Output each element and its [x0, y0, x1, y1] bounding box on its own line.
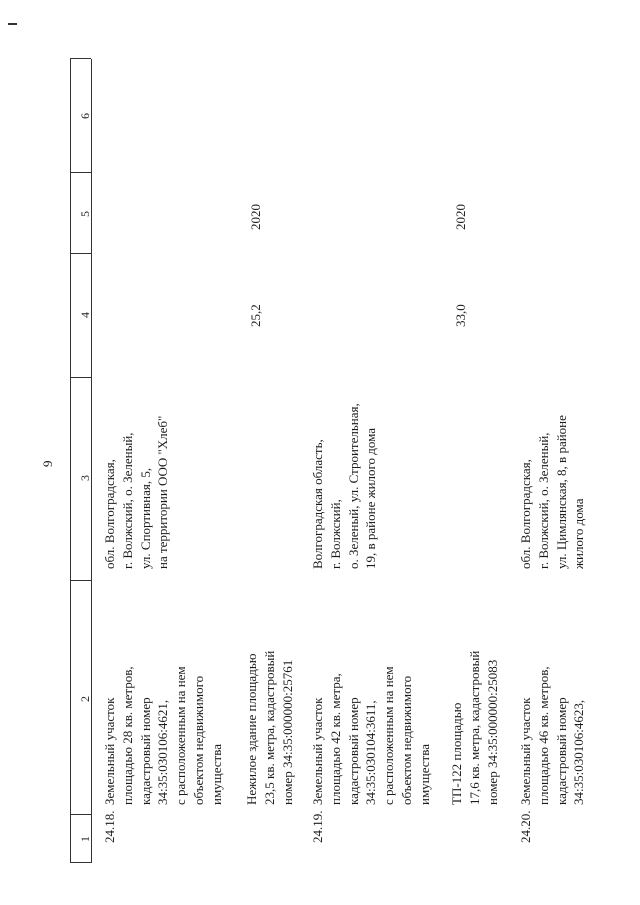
address-line: ул. Спортивная, 5,: [137, 467, 153, 569]
page-number: 9: [40, 460, 55, 467]
col-divider: [70, 253, 91, 254]
address-line: г. Волжский,: [327, 499, 343, 569]
row-number: 24.18.: [102, 810, 117, 843]
desc-line: 34:35:030106:4623,: [571, 699, 587, 805]
header-col-3: 3: [78, 475, 92, 481]
col-divider: [70, 580, 91, 581]
col-divider: [70, 172, 91, 173]
desc-line: объектом недвижимого: [398, 675, 414, 805]
col-divider: [70, 377, 91, 378]
address-line: обл. Волгоградская,: [518, 459, 533, 569]
desc-line: кадастровый номер: [553, 697, 569, 805]
row-area: 25,2: [248, 304, 263, 327]
desc-line: площадью 28 кв. метров,: [119, 666, 135, 805]
row-address: [309, 403, 380, 569]
header-col-5: 5: [78, 211, 92, 217]
desc-line: с расположенным на нем: [173, 666, 189, 805]
col-divider: [70, 862, 91, 863]
address-line: Волгоградская область,: [310, 439, 325, 569]
address-line: ул. Цимлянская, 8, в районе: [553, 415, 569, 569]
desc-line: имущества: [208, 744, 224, 805]
row-description: [243, 651, 296, 805]
address-line: о. Зеленый, ул. Строительная,: [345, 403, 361, 569]
address-line: жилого дома: [571, 498, 587, 569]
row-address: [101, 416, 172, 569]
header-col-6: 6: [78, 113, 92, 119]
col-divider: [70, 58, 91, 59]
row-area: 33,0: [453, 304, 468, 327]
desc-line: объектом недвижимого: [190, 675, 206, 805]
row-description: [448, 651, 501, 805]
col-divider: [70, 814, 91, 815]
address-line: обл. Волгоградская,: [102, 459, 117, 569]
row-year: 2020: [248, 204, 263, 230]
desc-line: ТП-122 площадью: [449, 702, 464, 805]
desc-line: кадастровый номер: [345, 697, 361, 805]
desc-line: с расположенным на нем: [381, 666, 397, 805]
desc-line: Земельный участок: [310, 697, 325, 805]
desc-line: кадастровый номер: [137, 697, 153, 805]
desc-line: площадью 42 кв. метра,: [327, 673, 343, 805]
desc-line: Земельный участок: [518, 697, 533, 805]
scan-mark: [8, 23, 17, 25]
header-col-1: 1: [78, 836, 92, 842]
desc-line: Земельный участок: [102, 697, 117, 805]
header-col-4: 4: [78, 312, 92, 318]
desc-line: номер 34:35:000000:25083: [484, 659, 500, 805]
table-top-border: [70, 59, 71, 863]
row-description: [309, 666, 434, 805]
address-line: г. Волжский, о. Зеленый,: [535, 432, 551, 569]
desc-line: Нежилое здание площадью: [244, 653, 259, 805]
header-bottom-border: [91, 59, 92, 863]
desc-line: 17,6 кв. метра, кадастровый: [466, 650, 482, 805]
row-address: [517, 415, 588, 569]
desc-line: 34:35:030106:4621,: [155, 699, 171, 805]
row-description: [517, 666, 588, 805]
row-number: 24.19.: [310, 810, 325, 843]
desc-line: площадью 46 кв. метров,: [535, 666, 551, 805]
address-line: г. Волжский, о. Зеленый,: [119, 432, 135, 569]
header-col-2: 2: [78, 696, 92, 702]
desc-line: 23,5 кв. метра, кадастровый: [261, 650, 277, 805]
address-line: 19, в районе жилого дома: [363, 427, 379, 569]
desc-line: имущества: [416, 744, 432, 805]
desc-line: номер 34:35:000000:25761: [279, 659, 295, 805]
row-year: 2020: [453, 204, 468, 230]
address-line: на территории ООО "Хлеб": [155, 415, 171, 569]
row-description: [101, 666, 226, 805]
row-number: 24.20.: [518, 810, 533, 843]
desc-line: 34:35:030104:3611,: [363, 700, 379, 805]
